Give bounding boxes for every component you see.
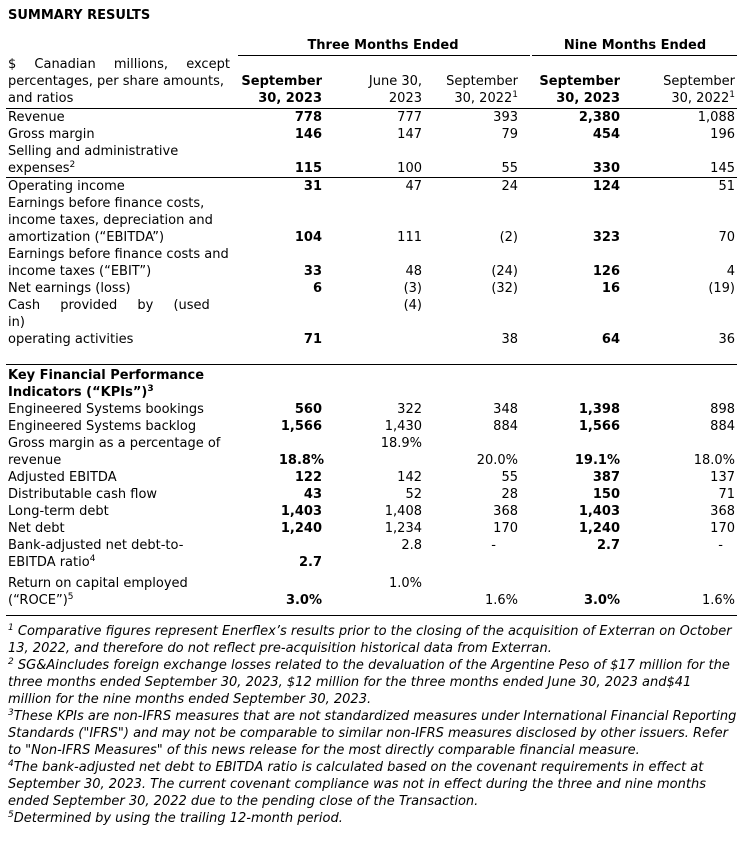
cell: 43: [303, 487, 322, 502]
cell: -: [491, 538, 496, 553]
cell: 196: [710, 127, 735, 142]
cell: 1,430: [384, 419, 422, 434]
row-label-sga-line1: Selling and administrative: [8, 144, 179, 159]
cell: 884: [493, 419, 518, 434]
row-label-ebitda: [6, 195, 238, 246]
cell: 124: [592, 179, 620, 194]
cell: 1,234: [384, 521, 422, 536]
table-row: [6, 537, 737, 571]
cell: 38: [501, 332, 518, 347]
cell: 150: [592, 487, 620, 502]
roce-footnote-ref: 5: [67, 592, 74, 602]
kpi-heading: [6, 365, 737, 402]
header-c5-line2: 30, 2022: [671, 91, 730, 106]
footnote-3: [8, 708, 738, 759]
footnote-5-text: Determined by using the trailing 12-month period.: [13, 811, 343, 826]
row-label-sga-line2: expenses: [8, 161, 70, 176]
cell: 1,240: [280, 521, 322, 536]
row-label-gross-margin: Gross margin: [8, 127, 95, 142]
row-label-bookings: Engineered Systems bookings: [8, 402, 204, 417]
table-bottom-rule: [6, 615, 737, 616]
cell: 122: [294, 470, 322, 485]
row-label-adj-ebitda: Adjusted EBITDA: [8, 470, 117, 485]
group-three-months: Three Months Ended: [307, 38, 459, 53]
footnote-3-marker: 3: [8, 708, 14, 718]
cell: 454: [592, 127, 620, 142]
row-label-cash-ops-line2: operating activities: [8, 332, 134, 347]
row-label-gm-pct-line2: revenue: [8, 453, 62, 468]
row-label-roce: [6, 571, 238, 609]
cell: 79: [501, 127, 518, 142]
cell: 170: [710, 521, 735, 536]
table-header-row: [6, 56, 737, 109]
table-row: [6, 143, 737, 178]
footnote-1-text: Comparative figures represent Enerflex’s results prior to the closing of the acquisition of Exterran on October 13, 2022, and therefore do not reflect pre-acquisition historical data from Exterran.: [8, 624, 732, 656]
row-label-gm-pct: [6, 435, 238, 469]
row-label-long-term-debt: Long-term debt: [8, 504, 109, 519]
cell: 51: [718, 179, 735, 194]
cell: 16: [601, 281, 620, 296]
row-label-ebitda-line3: amortization (“EBITDA”): [8, 230, 165, 245]
group-nine-months: Nine Months Ended: [563, 38, 707, 53]
row-label-ebit: [6, 246, 238, 280]
cell: 142: [397, 470, 422, 485]
header-c2-line2: 2023: [388, 91, 422, 106]
header-col-q2-2023: [324, 56, 424, 109]
footnote-4: [8, 759, 738, 810]
cell: 137: [710, 470, 735, 485]
header-c3-line1: September: [446, 74, 518, 89]
header-label: [6, 56, 238, 109]
row-label-operating-income: Operating income: [8, 179, 125, 194]
cell: 71: [303, 332, 322, 347]
cell: 6: [312, 281, 322, 296]
table-row: [6, 126, 737, 143]
cell: 20.0%: [476, 453, 518, 468]
header-col-q3-2023: [238, 56, 324, 109]
footnote-4-marker: 4: [8, 759, 14, 769]
footnote-3-text: These KPIs are non-IFRS measures that are not standardized measures under International Financial Reporting Standards ("IFRS") and may not be comparable to similar non-IFRS measures disclosed by other issuers. Refer to "Non-IFRS Measures" of this news release for the most directly comparable financial measure.: [8, 709, 737, 758]
footnote-2-marker: 2: [8, 657, 14, 667]
cell: 1,403: [578, 504, 620, 519]
footnote-4-text: The bank-adjusted net debt to EBITDA ratio is calculated based on the covenant requirements in effect at September 30, 2023. The current covenant compliance was not in effect during the three and nine months ended September 30, 2022 due to the pending close of the Transaction.: [8, 760, 706, 809]
cell: (4): [403, 298, 422, 313]
header-label-line1: $ Canadian millions, except: [8, 57, 230, 72]
cell: 368: [710, 504, 735, 519]
table-row: [6, 571, 737, 609]
row-label-ebit-line1: Earnings before finance costs and: [8, 247, 229, 262]
cell: 47: [405, 179, 422, 194]
footnote-2: [8, 657, 738, 708]
cell: 1,403: [280, 504, 322, 519]
row-label-sga: [6, 143, 238, 178]
table-row: [6, 469, 737, 486]
cell: 52: [405, 487, 422, 502]
header-c4-line2: 30, 2023: [556, 91, 620, 106]
header-label-line3: and ratios: [8, 91, 74, 106]
header-label-line2: percentages, per share amounts,: [8, 74, 225, 89]
cell: 28: [501, 487, 518, 502]
cell: 18.8%: [278, 453, 324, 468]
kpi-header-row: [6, 365, 737, 402]
cell: 778: [294, 110, 322, 125]
cell: 1.6%: [701, 593, 735, 608]
cell: 322: [397, 402, 422, 417]
cell: 1,398: [578, 402, 620, 417]
table-row: [6, 195, 737, 246]
cell: 104: [294, 230, 322, 245]
cell: 884: [710, 419, 735, 434]
table-row: [6, 297, 737, 348]
header-c1-line2: 30, 2023: [258, 91, 322, 106]
cell: 2,380: [578, 110, 620, 125]
header-c5-footnote-ref: 1: [729, 90, 735, 100]
cell: 55: [424, 143, 520, 178]
row-label-roce-line2: (“ROCE”): [8, 593, 68, 608]
cell: (32): [491, 281, 518, 296]
sga-footnote-ref: 2: [69, 160, 76, 170]
cell: 3.0%: [285, 593, 322, 608]
table-row: [6, 246, 737, 280]
cell: 19.1%: [574, 453, 620, 468]
cell: 126: [592, 264, 620, 279]
row-label-bank-ratio-line2: EBITDA ratio: [8, 555, 90, 570]
footnote-1: [8, 623, 738, 657]
cell: 146: [294, 127, 322, 142]
cell: 323: [592, 230, 620, 245]
row-label-gm-pct-line1: Gross margin as a percentage of: [8, 436, 221, 451]
cell: 368: [493, 504, 518, 519]
footnote-5: [8, 810, 738, 827]
row-label-ebit-line2: income taxes (“EBIT”): [8, 264, 152, 279]
row-label-net-debt: Net debt: [8, 521, 65, 536]
row-label-roce-line1: Return on capital employed: [8, 576, 188, 591]
header-c2-line1: June 30,: [368, 74, 422, 89]
cell: 393: [493, 110, 518, 125]
cell: 1,566: [280, 419, 322, 434]
cell: 111: [397, 230, 422, 245]
row-label-bank-ratio: [6, 537, 238, 571]
cell: 1,240: [578, 521, 620, 536]
cell: (19): [708, 281, 735, 296]
footnote-5-marker: 5: [8, 810, 14, 820]
cell: (2): [499, 230, 518, 245]
cell: 560: [294, 402, 322, 417]
kpi-heading-line1: Key Financial Performance: [8, 368, 205, 383]
header-c1-line1: September: [241, 74, 322, 89]
row-label-cash-ops-line1: Cash provided by (used in): [8, 298, 210, 330]
row-label-net-earnings: Net earnings (loss): [8, 281, 131, 296]
cell: 33: [303, 264, 322, 279]
footnote-1-marker: 1: [8, 623, 14, 633]
cell: 387: [592, 470, 620, 485]
cell: -: [718, 538, 723, 553]
table-row: [6, 280, 737, 297]
cell: 348: [493, 402, 518, 417]
cell: 2.7: [596, 538, 620, 553]
cell: 170: [493, 521, 518, 536]
summary-table: [6, 56, 737, 609]
cell: 777: [397, 110, 422, 125]
row-label-dcf: Distributable cash flow: [8, 487, 158, 502]
footnotes: [8, 623, 738, 827]
cell: 48: [405, 264, 422, 279]
row-label-bank-ratio-line1: Bank-adjusted net debt-to-: [8, 538, 184, 553]
row-label-revenue: Revenue: [8, 110, 65, 125]
header-c3-footnote-ref: 1: [512, 90, 518, 100]
header-c3-line2: 30, 2022: [454, 91, 513, 106]
header-c4-line1: September: [539, 74, 620, 89]
cell: (24): [491, 264, 518, 279]
cell: 4: [726, 264, 735, 279]
cell: 1,566: [578, 419, 620, 434]
cell: 2.7: [298, 555, 322, 570]
header-c5-line1: September: [663, 74, 735, 89]
header-col-9m-2022: [622, 56, 737, 109]
footnote-2-text: SG&Aincludes foreign exchange losses related to the devaluation of the Argentine Peso of $17 million for the three months ended September 30, 2023, $12 million for the three months ended June 30, 2023 and$41 million for the nine months ended September 30, 2023.: [8, 658, 730, 707]
header-col-q3-2022: [424, 56, 520, 109]
cell: 18.9%: [380, 436, 422, 451]
row-label-ebitda-line2: income taxes, depreciation and: [8, 213, 213, 228]
cell: 2.8: [401, 538, 422, 553]
cell: 71: [718, 487, 735, 502]
table-row: [6, 178, 737, 196]
table-row: [6, 486, 737, 503]
row-label-backlog: Engineered Systems backlog: [8, 419, 197, 434]
cell: 1.0%: [388, 576, 422, 591]
cell: 70: [718, 230, 735, 245]
cell: 145: [622, 143, 737, 178]
cell: 100: [324, 143, 424, 178]
table-row: [6, 503, 737, 520]
table-row: [6, 435, 737, 469]
cell: 1,088: [697, 110, 735, 125]
row-label-ebitda-line1: Earnings before finance costs,: [8, 196, 205, 211]
cell: 55: [501, 470, 518, 485]
cell: (3): [403, 281, 422, 296]
table-row: [6, 109, 737, 127]
cell: 115: [238, 143, 324, 178]
table-row: [6, 401, 737, 418]
cell: 18.0%: [693, 453, 735, 468]
cell: 1.6%: [484, 593, 518, 608]
table-row: [6, 418, 737, 435]
kpi-footnote-ref: 3: [147, 384, 154, 394]
table-row: [6, 520, 737, 537]
kpi-heading-line2: Indicators (“KPIs”): [8, 385, 148, 400]
bank-ratio-footnote-ref: 4: [89, 554, 96, 564]
cell: 64: [601, 332, 620, 347]
cell: 3.0%: [583, 593, 620, 608]
cell: 330: [520, 143, 622, 178]
row-label-cash-ops: [6, 297, 238, 348]
cell: 147: [397, 127, 422, 142]
cell: 898: [710, 402, 735, 417]
header-col-9m-2023: [520, 56, 622, 109]
cell: 36: [718, 332, 735, 347]
cell: 24: [501, 179, 518, 194]
cell: 31: [303, 179, 322, 194]
cell: 1,408: [384, 504, 422, 519]
spacer-row: [6, 348, 737, 365]
section-title: SUMMARY RESULTS: [8, 8, 151, 23]
